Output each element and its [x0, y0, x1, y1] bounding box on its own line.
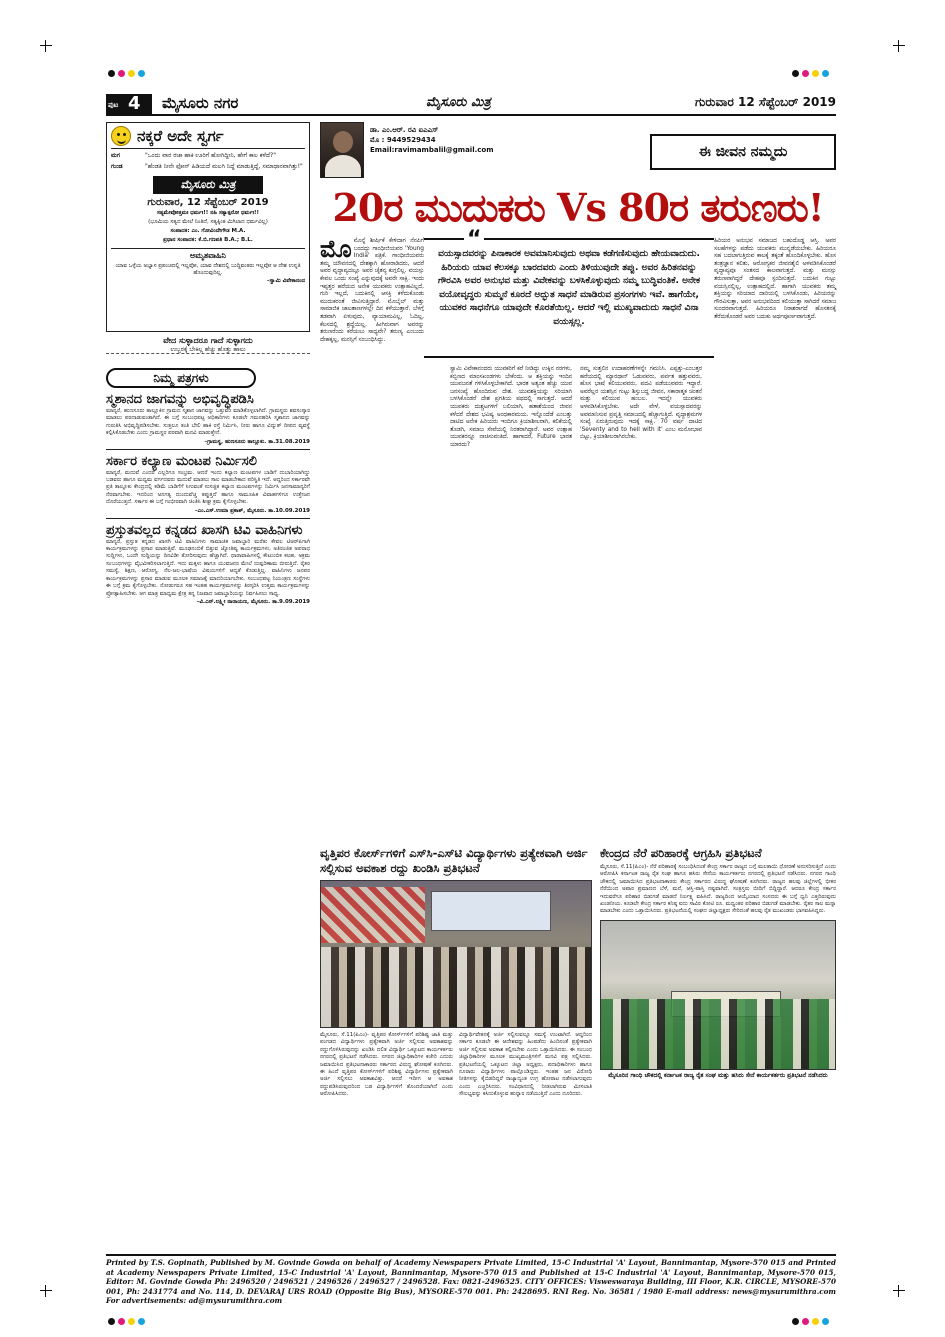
page-word: ಪುಟ: [108, 101, 119, 109]
article-text: ಸ್ವಾಮಿ ವಿವೇಕಾನಂದರು ಯುವಕರಿಗೆ ಕರೆ ನೀಡಿದ್ದು ಉಕ್ಕಿನ ನರಗಳು, ಕಬ್ಬಿಣದ ಮಾಂಸಖಂಡಗಳು ಬೇಕೆಂದು. ಆ ಶಕ್ತಿಯನ್ನು ಇಂದಿನ ಯುವಜನತೆ ಗಳಿಸಿಕೊಳ್ಳಬೇಕಾಗಿದೆ. ಭಾರತ ಅತ್ಯಂತ ಹೆಚ್ಚು ಯುವ ಜನಸಂಖ್ಯೆ ಹೊಂದಿರುವ ದೇಶ. ಯುವಶಕ್ತಿಯನ್ನು ಸರಿಯಾಗಿ ಬಳಸಿಕೊಂಡರೆ ದೇಶ ಪ್ರಗತಿಯ ಪಥದಲ್ಲಿ ಸಾಗುತ್ತದೆ. ಆದರೆ ಯುವಕರು ದುಶ್ಚಟಗಳಿಗೆ ಬಲಿಯಾಗಿ, ಹತಾಶೆಯಿಂದ ಜೀವನ ಕಳೆದರೆ ದೇಶದ ಭವಿಷ್ಯ ಅಂಧಕಾರಮಯ. ಇನ್ನೊಂದೆಡೆ ಎಂಬತ್ತು ದಾಟಿದ ಅನೇಕ ಹಿರಿಯರು ಇಂದಿಗೂ ಕ್ರಿಯಾಶೀಲರಾಗಿ, ಕಲಿಕೆಯಲ್ಲಿ ತೊಡಗಿ, ಸಮಾಜ ಸೇವೆಯಲ್ಲಿ ನಿರತರಾಗಿದ್ದಾರೆ. ಅವರ ಉತ್ಸಾಹ ಯುವಕರನ್ನೂ ನಾಚಿಸುವಂತಿದೆ. ಹಾಗಾದರೆ, Future ಭಾರತ ಯಾರದು?: [450, 366, 572, 448]
color-registration-dots: [792, 1318, 829, 1325]
article-text: ಹಿರಿಯರ ಅನುಭವ ಸಮಾಜದ ಬಹುದೊಡ್ಡ ಆಸ್ತಿ. ಅವರ ಸಲಹೆಗಳನ್ನು ಪಡೆದು ಯುವಕರು ಮುನ್ನಡೆಯಬೇಕು. ಹಿರಿಯರೂ ಸಹ ಬದಲಾಗುತ್ತಿರುವ ಕಾಲಕ್ಕೆ ತಕ್ಕಂತೆ ಹೊಂದಿಕೊಳ್ಳಬೇಕು. ಹೊಸ ತಂತ್ರಜ್ಞಾನ ಕಲಿತು, ಆರೋಗ್ಯಕರ ಜೀವನಶೈಲಿ ಅಳವಡಿಸಿಕೊಂಡರೆ ವೃದ್ಧಾಪ್ಯವೂ ಸಂತಸದ ಕಾಲವಾಗುತ್ತದೆ. ಮತ್ತು ಮನಸ್ಸು ತರುಣವಾಗಿದ್ದರೆ ದೇಹವೂ ಸ್ಪಂದಿಸುತ್ತದೆ. ಬದುಕಿನ ಗುಟ್ಟು ವಯಸ್ಸಿನಲ್ಲಿಲ್ಲ, ಉತ್ಸಾಹದಲ್ಲಿದೆ. ಹಾಗಾಗಿ ಯುವಕರು ತಮ್ಮ ಶಕ್ತಿಯನ್ನು ಸರಿಯಾದ ದಾರಿಯಲ್ಲಿ ಬಳಸಿಕೊಂಡು, ಹಿರಿಯರನ್ನು ಗೌರವಿಸುತ್ತಾ, ಅವರ ಅನುಭವದಿಂದ ಕಲಿಯುತ್ತಾ ಸಾಗಿದರೆ ಸಮಾಜ ಸುಂದರವಾಗುತ್ತದೆ. ಹಿರಿಯರೂ ನಿರಾಶರಾಗದೆ ಹೊಸತನಕ್ಕೆ ತೆರೆದುಕೊಂಡರೆ ಅವರ ಬದುಕು ಅರ್ಥಪೂರ್ಣವಾಗುತ್ತದೆ.: [714, 238, 836, 320]
article-column: [714, 238, 836, 322]
photo-caption: ಮೈಸೂರಿನ ಗಾಂಧಿ ಚೌಕದಲ್ಲಿ ಕರ್ನಾಟಕ ರಾಜ್ಯ ರೈತ ಸಂಘ ಮತ್ತು ಹಸಿರು ಸೇನೆ ಕಾರ್ಯಕರ್ತರು ಪ್ರತಿಭಟನೆ ನಡೆಸಿದರು: [608, 1071, 828, 1079]
star-banner-icon: [321, 887, 425, 943]
letter-body: ಮಾನ್ಯರೆ, ಪ್ರಸ್ತುತ ಕನ್ನಡದ ಖಾಸಗಿ ಟಿವಿ ವಾಹಿನಿಗಳು ಸಾಮಾಜಿಕ ಜವಾಬ್ದಾರಿ ಮರೆತು ಕೇವಲ ಟಿಆರ್‌ಪಿಗಾಗಿ ಕಾರ್ಯಕ್ರಮಗಳನ್ನು ಪ್ರಸಾರ ಮಾಡುತ್ತಿವೆ. ಮೂಢನಂಬಿಕೆ ಬಿತ್ತುವ ಜ್ಯೋತಿಷ್ಯ ಕಾರ್ಯಕ್ರಮಗಳು, ಅತಿರಂಜಿತ ಅಪರಾಧ ಸುದ್ದಿಗಳು, ಒಂದೇ ಸುದ್ದಿಯನ್ನು ದಿನವಿಡೀ ತೋರಿಸುವುದು ಹೆಚ್ಚಾಗಿದೆ. ಧಾರಾವಾಹಿಗಳಲ್ಲಿ ಕೌಟುಂಬಿಕ ಕಲಹ, ಅಕ್ರಮ ಸಂಬಂಧಗಳನ್ನು ವೈಭವೀಕರಿಸಲಾಗುತ್ತಿದೆ. ಇದು ಮಕ್ಕಳು ಹಾಗೂ ಯುವಜನರ ಮೇಲೆ ದುಷ್ಪರಿಣಾಮ ಬೀರುತ್ತಿದೆ. ರೈತರ ಸಮಸ್ಯೆ, ಶಿಕ್ಷಣ, ಆರೋಗ್ಯ, ನೆಲ-ಜಲ-ಭಾಷೆಯ ವಿಷಯಗಳಿಗೆ ಆದ್ಯತೆ ಕೊಡುತ್ತಿಲ್ಲ. ವಾಹಿನಿಗಳು ಜನಪರ ಕಾರ್ಯಕ್ರಮಗಳನ್ನು ಪ್ರಸಾರ ಮಾಡುವ ಮೂಲಕ ಸಮಾಜಕ್ಕೆ ಮಾದರಿಯಾಗಬೇಕು. ಸಂಬಂಧಪಟ್ಟ ನಿಯಂತ್ರಣ ಸಂಸ್ಥೆಗಳು ಈ ಬಗ್ಗೆ ಕ್ರಮ ಕೈಗೊಳ್ಳಬೇಕು. ನೋಡುಗರೂ ಸಹ ಇಂತಹ ಕಾರ್ಯಕ್ರಮಗಳನ್ನು ತಿರಸ್ಕರಿಸಿ ಉತ್ತಮ ಕಾರ್ಯಕ್ರಮಗಳನ್ನು ಪ್ರೋತ್ಸಾಹಿಸಬೇಕು. ಆಗ ಮಾತ್ರ ಮಾಧ್ಯಮ ಕ್ಷೇತ್ರ ತನ್ನ ನಿಜವಾದ ಜವಾಬ್ದಾರಿಯನ್ನು ನಿರ್ವಹಿಸಲು ಸಾಧ್ಯ.: [106, 538, 310, 597]
pullquote-text: ವಯಸ್ಸಾದವರನ್ನು ಪಿನಾಕಾರಕ ಅವಮಾನಿಸುವುದು ಅಥವಾ ಕಡೆಗಣಿಸುವುದು ಹೇಯವಾದುದು. ಹಿರಿಯರು ಯಾವ ಕೆಲಸಕ್ಕೂ ಬಾರದವರು ಎಂದು ತಿಳಿಯುವುದೇ ತಪ್ಪು. ಅವರ ಹಿರಿತನವನ್ನು ಗೌರವಿಸಿ ಅವರ ಅನುಭವ ಮತ್ತು ವಿವೇಕವನ್ನು ಬಳಸಿಕೊಳ್ಳುವುದು ನಮ್ಮ ಬುದ್ಧಿವಂತಿಕೆ. ಅನೇಕ ವಯೋವೃದ್ಧರು ಸುಮ್ಮನೆ ಕೂರದೆ ಅದ್ಭುತ ಸಾಧನೆ ಮಾಡಿರುವ ಪ್ರಸಂಗಗಳು ಇವೆ. ಹಾಗೆಯೇ, ಯುವಕರ ಸಾಧನೆಗೂ ಯಾವುದೇ ಕೊರತೆಯಿಲ್ಲ. ಆದರೆ ಇಲ್ಲಿ ಮುಖ್ಯವಾದುದು ಸಾಧನೆ ವಿನಾ ವಯಸ್ಸಲ್ಲ.: [437, 249, 701, 327]
news-story-students: [320, 846, 592, 1282]
joke-speaker: ಮಗ: [111, 152, 120, 159]
motto: ಸತ್ಯಮೇವೋತ್ತಮಃ ಧರ್ಮಃ!! ನಹಿ ಸತ್ಯಾತ್ಪರೋ ಧರ್ಮಃ!!: [157, 210, 259, 216]
imprint-footer: Printed by T.S. Gopinath, Published by M. Govinde Gowda on behalf of Academy Newspapers Private Limited, 15-C Industrial 'A' Layout, Bannimantap, Mysore-570 015 and Printed at Academy Newspapers Private Limited, 15-C Industrial 'A' Layout, Bannimantap, Mysore-570 015 and Published at 15-C Industrial 'A' Layout, Bannimantap, Mysore-570 015, Editor: M. Govinde Gowda Ph: 2496520 / 2496521 / 2496526 / 2496527 / 2496528. Fax: 0821-2496525. CITY OFFICES: Visweswaraya Building, III Floor, K.R. CIRCLE, MYSORE-570 001, Ph: 2431774 and No. 114, D. DEVARAJ URS ROAD (Opposite Big Bus), MYSORE-570 001. Ph: 2428695. RNI Reg. No. 36581 / 1980 E-mail address: news@mysurumithra.com For advertisements: ad@mysurumithra.com: [106, 1254, 836, 1306]
section-name: ಮೈಸೂರು ನಗರ: [162, 94, 239, 112]
article-text: ನಮ್ಮ ಸುತ್ತಲಿನ ಉದಾಹರಣೆಗಳನ್ನೇ ಗಮನಿಸಿ. ಎಪ್ಪತ್ತು-ಎಂಬತ್ತರ ಹರೆಯದಲ್ಲಿ ಮ್ಯಾರಥಾನ್ ಓಡುವವರು, ಪರ್ವತ ಹತ್ತುವವರು, ಹೊಸ ಭಾಷೆ ಕಲಿಯುವವರು, ಪದವಿ ಪಡೆಯುವವರು ಇದ್ದಾರೆ. ಅವರೆಲ್ಲರ ಯಶಸ್ಸಿನ ಗುಟ್ಟು ಶಿಸ್ತುಬದ್ಧ ಜೀವನ, ಸಕಾರಾತ್ಮಕ ಚಿಂತನೆ ಮತ್ತು ಕಲಿಯುವ ಹಂಬಲ. ಇದನ್ನೇ ಯುವಕರು ಅಳವಡಿಸಿಕೊಳ್ಳಬೇಕು. ಅದೇ ವೇಳೆ, ವಯಸ್ಸಾದವರನ್ನು ಅವಮಾನಿಸುವ ಪ್ರವೃತ್ತಿ ಸಮಾಜದಲ್ಲಿ ಹೆಚ್ಚಾಗುತ್ತಿದೆ. ವೃದ್ಧಾಶ್ರಮಗಳ ಸಂಖ್ಯೆ ಏರುತ್ತಿರುವುದು ಇದಕ್ಕೆ ಸಾಕ್ಷಿ. 70 ವರ್ಷ ದಾಟಿದ 'Seventy and to hell with it' ಎಂಬ ಮನೋಭಾವ ಬಿಟ್ಟು, ಕ್ರಿಯಾಶೀಲರಾಗಿರಬೇಕು.: [580, 366, 702, 441]
letter-headline: ಪ್ರಸ್ತುತವಲ್ಲದ ಕನ್ನಡದ ಖಾಸಗಿ ಟಿವಿ ವಾಹಿನಿಗಳು: [106, 522, 303, 538]
author-block: [320, 122, 560, 180]
article-text: ಮೊನ್ನೆ ಶೀರ್ಷಿಕೆ ಕೇಳಿದಾಗ ನೆನಪಿಗೆ ಬಂದದ್ದು ಗಾಂಧೀಜಿಯವರ 'Young India' ಪತ್ರಿಕೆ. ಗಾಂಧೀಜಿಯವರು ತಮ್ಮ ಯೌವನದಲ್ಲಿ ದೇಶಕ್ಕಾಗಿ ಹೋರಾಡಿದರು, ಆದರೆ ಅವರ ವೃದ್ಧಾಪ್ಯದಲ್ಲೂ ಅವರ ಚೈತನ್ಯ ಕುಗ್ಗಲಿಲ್ಲ. ವಯಸ್ಸು ಕೇವಲ ಒಂದು ಸಂಖ್ಯೆ ಎನ್ನುವುದಕ್ಕೆ ಅವರೇ ಸಾಕ್ಷಿ. ಇಂದು ಇಪ್ಪತ್ತರ ಹರೆಯದ ಅನೇಕ ಯುವಕರು ಉತ್ಸಾಹವಿಲ್ಲದೆ, ಗುರಿ ಇಲ್ಲದೆ, ಬದುಕಿನಲ್ಲಿ ಆಸಕ್ತಿ ಕಳೆದುಕೊಂಡು ಮುದುಕರಂತೆ ಜೀವಿಸುತ್ತಿದ್ದಾರೆ. ಮೊಬೈಲ್ ಮತ್ತು ಸಾಮಾಜಿಕ ಜಾಲತಾಣಗಳಲ್ಲೇ ದಿನ ಕಳೆಯುತ್ತಾರೆ. ಬೆಳಗ್ಗೆ ತಡವಾಗಿ ಏಳುವುದು, ವ್ಯಾಯಾಮವಿಲ್ಲ, ಓದಿಲ್ಲ, ಕೆಲಸದಲ್ಲಿ ಶ್ರದ್ಧೆಯಿಲ್ಲ. ಹೀಗಿರುವಾಗ ಅವರನ್ನು ತರುಣರೆಂದು ಕರೆಯಲು ಸಾಧ್ಯವೇ? ತರುಣ್ಯ ಎಂಬುದು ದೇಹಕ್ಕಲ್ಲ, ಮನಸ್ಸಿಗೆ ಸಂಬಂಧಿಸಿದ್ದು.: [320, 238, 424, 343]
column-series-title: ಈ ಜೀವನ ನಮ್ಮದು: [650, 134, 836, 170]
letter-headline: ಸ್ಮಶಾನದ ಜಾಗವನ್ನು ಅಭಿವೃದ್ಧಿಪಡಿಸಿ: [106, 392, 254, 407]
story-text: ವಿದ್ಯಾರ್ಥಿವೇತನಕ್ಕೆ ಅರ್ಜಿ ಸಲ್ಲಿಸುವಲ್ಲೂ ಸಮಸ್ಯೆ ಉಂಟಾಗಿದೆ. ಆದ್ದರಿಂದ ಸರ್ಕಾರ ಕೂಡಲೇ ಈ ಆದೇಶವನ್ನು ಹಿಂಪಡೆದು ಹಿಂದಿನಂತೆ ಪ್ರತ್ಯೇಕವಾಗಿ ಅರ್ಜಿ ಸಲ್ಲಿಸುವ ಅವಕಾಶ ಕಲ್ಪಿಸಬೇಕು ಎಂದು ಒತ್ತಾಯಿಸಿದರು. ಈ ಸಂಬಂಧ ಜಿಲ್ಲಾಧಿಕಾರಿಗಳ ಮೂಲಕ ಮುಖ್ಯಮಂತ್ರಿಗಳಿಗೆ ಮನವಿ ಪತ್ರ ಸಲ್ಲಿಸಿದರು. ಪ್ರತಿಭಟನೆಯಲ್ಲಿ ಒಕ್ಕೂಟದ ಜಿಲ್ಲಾ ಅಧ್ಯಕ್ಷರು, ಪದಾಧಿಕಾರಿಗಳು ಹಾಗೂ ನೂರಾರು ವಿದ್ಯಾರ್ಥಿಗಳು ಪಾಲ್ಗೊಂಡಿದ್ದರು. ಇಂತಹ ಜನ ವಿರೋಧಿ ನೀತಿಗಳನ್ನು ಕೈಬಿಡದಿದ್ದರೆ ರಾಜ್ಯಾದ್ಯಂತ ಉಗ್ರ ಹೋರಾಟ ನಡೆಸಲಾಗುವುದು ಎಂದು ಎಚ್ಚರಿಸಿದರು. ಸಂವಿಧಾನದಲ್ಲಿ ನೀಡಲಾಗಿರುವ ಮೀಸಲಾತಿ ಸೌಲಭ್ಯವನ್ನು ಕಸಿದುಕೊಳ್ಳುವ ಹುನ್ನಾರ ನಡೆಯುತ್ತಿದೆ ಎಂದು ದೂರಿದರು.: [459, 1032, 592, 1098]
drop-cap: ಮೊ: [320, 235, 352, 263]
proverb-text: ಉಬ್ಬರಕ್ಕೆ ಬೇಕಿಲ್ಲ ಹೆಚ್ಚು ಹೊತ್ತು ಹಾಲು: [170, 346, 246, 353]
letter-signature: –ಗ್ರಾಮಸ್ಥ, ಹುಣಸೂರು ತಾಲ್ಲೂಕು. ತಾ.31.08.2019: [204, 438, 310, 445]
color-registration-dots: [108, 70, 145, 77]
news-story-flood-relief: [600, 846, 836, 1282]
story-text: ಮೈಸೂರು, ಸೆ.11(ಪಿಎಂ)- ನೆರೆ ಪರಿಹಾರಕ್ಕೆ ಸಂಬಂಧಿಸಿದಂತೆ ಕೇಂದ್ರ ಸರ್ಕಾರ ರಾಜ್ಯದ ಬಗ್ಗೆ ಮಲತಾಯಿ ಧೋರಣೆ ಅನುಸರಿಸುತ್ತಿದೆ ಎಂದು ಆರೋಪಿಸಿ ಕರ್ನಾಟಕ ರಾಜ್ಯ ರೈತ ಸಂಘ ಹಾಗೂ ಹಸಿರು ಸೇನೆಯ ಕಾರ್ಯಕರ್ತರು ನಗರದಲ್ಲಿ ಪ್ರತಿಭಟನೆ ನಡೆಸಿದರು. ನಗರದ ಗಾಂಧಿ ಚೌಕದಲ್ಲಿ ಜಮಾಯಿಸಿದ ಪ್ರತಿಭಟನಾಕಾರರು ಕೇಂದ್ರ ಸರ್ಕಾರದ ವಿರುದ್ಧ ಘೋಷಣೆ ಕೂಗಿದರು. ರಾಜ್ಯದ ಹಲವು ಜಿಲ್ಲೆಗಳಲ್ಲಿ ಭೀಕರ ನೆರೆಯಿಂದ ಅಪಾರ ಪ್ರಮಾಣದ ಬೆಳೆ, ಮನೆ, ಆಸ್ತಿ-ಪಾಸ್ತಿ ನಷ್ಟವಾಗಿದೆ. ಸಂತ್ರಸ್ತರು ಬೀದಿಗೆ ಬಿದ್ದಿದ್ದಾರೆ. ಆದರೂ ಕೇಂದ್ರ ಸರ್ಕಾರ ಇದುವರೆಗೂ ಪರಿಹಾರ ಬಿಡುಗಡೆ ಮಾಡದೆ ನಿರ್ಲಕ್ಷ್ಯ ವಹಿಸಿದೆ. ರಾಜ್ಯದಿಂದ ಆಯ್ಕೆಯಾದ ಸಂಸದರು ಈ ಬಗ್ಗೆ ಧ್ವನಿ ಎತ್ತದಿರುವುದು ಖಂಡನೀಯ. ಕೂಡಲೇ ಕೇಂದ್ರ ಸರ್ಕಾರ ಕನಿಷ್ಠ ಐದು ಸಾವಿರ ಕೋಟಿ ರೂ. ಮಧ್ಯಂತರ ಪರಿಹಾರ ಬಿಡುಗಡೆ ಮಾಡಬೇಕು. ರೈತರ ಸಾಲ ಮನ್ನಾ ಮಾಡಬೇಕು ಎಂದು ಒತ್ತಾಯಿಸಿದರು. ಪ್ರತಿಭಟನೆಯಲ್ಲಿ ಸಂಘದ ಜಿಲ್ಲಾಧ್ಯಕ್ಷರು ಸೇರಿದಂತೆ ಹಲವು ರೈತ ಮುಖಂಡರು ಭಾಗವಹಿಸಿದ್ದರು.: [600, 864, 836, 915]
crowd: [601, 999, 836, 1069]
amrita-title: ಅಮೃತವಾಹಿನಿ: [190, 251, 226, 260]
registration-mark: [40, 40, 52, 52]
registration-mark: [893, 1285, 905, 1297]
proverb-title: ವೇದ ಸುಳ್ಳಾದರೂ ಗಾದೆ ಸುಳ್ಳಾಗದು: [163, 336, 253, 345]
registration-mark: [893, 40, 905, 52]
author-phone: ಮೊ : 9449529434: [370, 136, 436, 144]
letter-body: ಮಾನ್ಯರೆ, ಹುಣಸೂರು ತಾಲ್ಲೂಕಿನ ಗ್ರಾಮದ ಸ್ಮಶಾನ ಜಾಗವನ್ನು ಒತ್ತುವರಿ ಮಾಡಿಕೊಳ್ಳಲಾಗಿದೆ. ಗ್ರಾಮಸ್ಥರು ಶವಸಂಸ್ಕಾರ ಮಾಡಲು ಪರದಾಡುವಂತಾಗಿದೆ. ಈ ಬಗ್ಗೆ ಸಂಬಂಧಪಟ್ಟ ಅಧಿಕಾರಿಗಳು ಕೂಡಲೇ ಗಮನಹರಿಸಿ ಸ್ಮಶಾನದ ಜಾಗವನ್ನು ಗುರುತಿಸಿ ಅಭಿವೃದ್ಧಿಪಡಿಸಬೇಕು. ಸುತ್ತಲೂ ತಂತಿ ಬೇಲಿ ಹಾಕಿ ರಸ್ತೆ ನಿರ್ಮಿಸಿ, ನೀರು ಹಾಗೂ ವಿದ್ಯುತ್ ದೀಪದ ವ್ಯವಸ್ಥೆ ಕಲ್ಪಿಸಿಕೊಡಬೇಕು ಎಂದು ಗ್ರಾಮಸ್ಥರ ಪರವಾಗಿ ಮನವಿ ಮಾಡುತ್ತೇನೆ.: [106, 408, 310, 437]
farmers-protest-photo: [600, 920, 836, 1070]
registration-mark: [40, 1285, 52, 1297]
joke-line: [111, 152, 305, 160]
left-column: [106, 122, 310, 606]
page-number-box: [106, 94, 152, 114]
story-headline: ಕೇಂದ್ರದ ನೆರೆ ಪರಿಹಾರಕ್ಕೆ ಆಗ್ರಹಿಸಿ ಪ್ರತಿಭಟನೆ: [600, 846, 762, 860]
laughing-face-icon: [111, 126, 131, 146]
crowd: [321, 947, 592, 1027]
story-columns: [320, 1032, 592, 1099]
joke-title: ನಕ್ಕರೆ ಅದೇ ಸ್ವರ್ಗ: [137, 127, 224, 145]
amrita-signature: –ಸ್ವಾಮಿ ವಿವೇಕಾನಂದ: [266, 278, 305, 284]
pullquote: [424, 227, 714, 358]
divider: [106, 518, 310, 519]
author-email: Email:ravimambalil@gmail.com: [370, 146, 494, 154]
joke-line: [111, 163, 305, 171]
protest-photo: [320, 880, 592, 1028]
letter-headline: ಸರ್ಕಾರ ಕಲ್ಯಾಣ ಮಂಟಪ ನಿರ್ಮಿಸಲಿ: [106, 453, 257, 469]
masthead: ಮೈಸೂರು ಮಿತ್ರ: [426, 95, 491, 110]
letter-signature: –ಎಂ.ಎಸ್.ಉಮಾ ಪ್ರಕಾಶ್, ಮೈಸೂರು. ತಾ.10.09.2019: [194, 507, 310, 514]
color-registration-dots: [108, 1318, 145, 1325]
founder-line: ಸಂಪಾದಕ: ಎಂ. ಗೋವಿಂದೇಗೌಡ M.A.: [170, 228, 246, 234]
joke-speaker: ಗುಂಡ: [111, 163, 123, 170]
joke-box: [106, 122, 310, 332]
joke-text: "ಒಂದು ವಾರ ರಜಾ ಹಾಕಿ ಊರಿಗೆ ಹೋಗಿದ್ದೀನಿ, ಹೇಗೆ ಕಾಲ ಕಳೆದೆ?": [145, 152, 276, 159]
mini-masthead: ಮೈಸೂರು ಮಿತ್ರ: [153, 176, 263, 194]
letter-signature: –ವಿ.ಎನ್.ಲಕ್ಷ್ಮೀ ನಾರಾಯಣ, ಮೈಸೂರು. ತಾ.9.09.2019: [196, 598, 310, 605]
article-body: [320, 227, 836, 842]
amrita-text: ಯಾವ ಒಳ್ಳೆಯ ಅಭ್ಯಾಸ ಪ್ರಪಂಚದಲ್ಲಿ ಇಲ್ಲವೋ, ಯಾವ ದೇಶದಲ್ಲಿ ಬುದ್ಧಿವಂತರು ಇಲ್ಲವೋ ಆ ದೇಶ ಉನ್ನತಿ ಹೊಂದುವುದಿಲ್ಲ.: [115, 263, 301, 276]
main-headline: 20ರ ಮುದುಕರು Vs 80ರ ತರುಣರು!: [332, 185, 824, 230]
protest-banner: [431, 891, 551, 931]
color-registration-dots: [792, 70, 829, 77]
mini-date: ಗುರುವಾರ, 12 ಸೆಪ್ಟೆಂಬರ್ 2019: [147, 197, 269, 208]
letters-section-title: ನಿಮ್ಮ ಪತ್ರಗಳು: [106, 368, 256, 388]
story-text: ಮೈಸೂರು, ಸೆ.11(ಪಿಎಂ)- ವೃತ್ತಿಪರ ಕೋರ್ಸ್‌ಗಳಿಗೆ ಪರಿಶಿಷ್ಟ ಜಾತಿ ಮತ್ತು ಪಂಗಡದ ವಿದ್ಯಾರ್ಥಿಗಳು ಪ್ರತ್ಯೇಕವಾಗಿ ಅರ್ಜಿ ಸಲ್ಲಿಸುವ ಅವಕಾಶವನ್ನು ರದ್ದುಗೊಳಿಸಿರುವುದನ್ನು ಖಂಡಿಸಿ ದಲಿತ ವಿದ್ಯಾರ್ಥಿ ಒಕ್ಕೂಟದ ಕಾರ್ಯಕರ್ತರು ನಗರದಲ್ಲಿ ಪ್ರತಿಭಟನೆ ನಡೆಸಿದರು. ನಗರದ ಜಿಲ್ಲಾಧಿಕಾರಿಗಳ ಕಚೇರಿ ಎದುರು ಜಮಾಯಿಸಿದ ಪ್ರತಿಭಟನಾಕಾರರು ಸರ್ಕಾರದ ವಿರುದ್ಧ ಘೋಷಣೆ ಕೂಗಿದರು. ಈ ಹಿಂದೆ ವೃತ್ತಿಪರ ಕೋರ್ಸ್‌ಗಳಿಗೆ ಪರಿಶಿಷ್ಟ ವಿದ್ಯಾರ್ಥಿಗಳು ಪ್ರತ್ಯೇಕವಾಗಿ ಅರ್ಜಿ ಸಲ್ಲಿಸಲು ಅವಕಾಶವಿತ್ತು. ಆದರೆ ಇದೀಗ ಆ ಅವಕಾಶ ರದ್ದುಪಡಿಸಿರುವುದರಿಂದ ಬಡ ವಿದ್ಯಾರ್ಥಿಗಳಿಗೆ ತೊಂದರೆಯಾಗಿದೆ ಎಂದು ಆರೋಪಿಸಿದರು.: [320, 1032, 453, 1098]
proverb-box: [106, 336, 310, 354]
author-photo: [320, 122, 364, 178]
joke-text: "ಹೆಂಡತಿ ನೀನೇ ಫೋನ್ ಹಿಡಿಯದೆ ಮಲಗಿ ನಿದ್ದೆ ಮಾಡುತ್ತಿದ್ದೆ, ಸಮಾಧಾನವಾಗಿತ್ತು!": [145, 163, 303, 170]
author-name: ಡಾ. ಎಂ.ಆರ್. ರವಿ ಐಎಎಸ್: [370, 126, 439, 134]
quote-mark-icon: “: [464, 232, 484, 248]
motto-translation: (ಭೂಮಿಯ ಸತ್ಯದ ಮೇಲೆ ನಿಂತಿದೆ, ಸತ್ಯಕ್ಕಿಂತ ಮಿಗಿಲಾದ ಧರ್ಮವಿಲ್ಲ): [148, 219, 268, 225]
newspaper-page: [106, 92, 836, 1252]
page-header: [106, 92, 836, 116]
issue-date: ಗುರುವಾರ 12 ಸೆಪ್ಟೆಂಬರ್ 2019: [695, 95, 836, 109]
divider: [106, 449, 310, 450]
page-number: 4: [128, 93, 141, 114]
letter-body: ಮಾನ್ಯರೆ, ಮದುವೆ ಎಂದರೆ ಎಲ್ಲರಿಗೂ ಸಂಭ್ರಮ. ಆದರೆ ಇಂದು ಕಲ್ಯಾಣ ಮಂಟಪಗಳ ಬಾಡಿಗೆ ದುಬಾರಿಯಾಗಿದ್ದು ಬಡವರು ಹಾಗೂ ಮಧ್ಯಮ ವರ್ಗದವರು ಮದುವೆ ಮಾಡಲು ಸಾಲ ಮಾಡಬೇಕಾದ ಪರಿಸ್ಥಿತಿ ಇದೆ. ಆದ್ದರಿಂದ ಸರ್ಕಾರವೇ ಪ್ರತಿ ತಾಲ್ಲೂಕು ಕೇಂದ್ರದಲ್ಲಿ ಕಡಿಮೆ ಬಾಡಿಗೆಗೆ ಸಿಗುವಂತೆ ಸುಸಜ್ಜಿತ ಕಲ್ಯಾಣ ಮಂಟಪಗಳನ್ನು ನಿರ್ಮಿಸಿ ಜನಸಾಮಾನ್ಯರಿಗೆ ನೆರವಾಗಬೇಕು. ಇದರಿಂದ ಅನಗತ್ಯ ದುಂದುವೆಚ್ಚ ತಪ್ಪುತ್ತದೆ ಹಾಗೂ ಸಾಮೂಹಿಕ ವಿವಾಹಗಳಿಗೂ ಉತ್ತೇಜನ ದೊರೆಯುತ್ತದೆ. ಸರ್ಕಾರ ಈ ಬಗ್ಗೆ ಗಂಭೀರವಾಗಿ ಚಿಂತಿಸಿ ಶೀಘ್ರ ಕ್ರಮ ಕೈಗೊಳ್ಳಬೇಕು.: [106, 469, 310, 506]
joke-header: [111, 126, 305, 149]
editor-line: ಪ್ರಧಾನ ಸಂಪಾದಕ: ಕೆ.ಬಿ.ಗಣಪತಿ B.A.; B.L.: [163, 237, 253, 243]
story-headline: ವೃತ್ತಿಪರ ಕೋರ್ಸ್‌ಗಳಿಗೆ ಎಸ್‌ಸಿ-ಎಸ್‌ಟಿ ವಿದ್ಯಾರ್ಥಿಗಳು ಪ್ರತ್ಯೇಕವಾಗಿ ಅರ್ಜಿ ಸಲ್ಲಿಸುವ ಅವಕಾಶ ರದ್ದು ಖಂಡಿಸಿ ಪ್ರತಿಭಟನೆ: [320, 846, 588, 875]
amrita-box: [111, 248, 305, 285]
